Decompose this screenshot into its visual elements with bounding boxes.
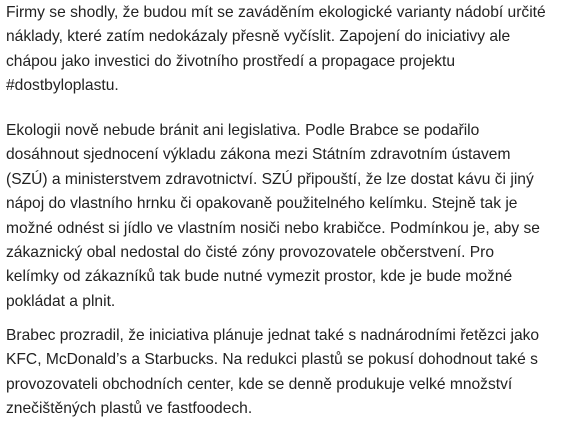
paragraph-legislation: Ekologii nově nebude bránit ani legislativa. Podle Brabce se podařilo dosáhnout sjednocení výkladu zákona mezi Státním zdravotním ústavem (SZÚ) a ministerstvem zdravotnictví. SZÚ připouští, že lze dostat kávu či jiný nápoj do vlastního hrnku či opakovaně použitelného kelímku. Stejně tak je možné odnést si jídlo ve vlastním nosiči nebo krabičce. Podmínkou je, aby se zákaznický obal nedostal do čisté zóny provozovatele občerstvení. Pro kelímky od zákazníků tak bude nutné vymezit prostor, kde je bude možné pokládat a plnit. <box>6 122 540 310</box>
paragraph-company-costs: Firmy se shodly, že budou mít se zaváděním ekologické varianty nádobí určité náklady, které zatím nedokázaly přesně vyčíslit. Zapojení do iniciativy ale chápou jako investici do životního prostředí a propagace projektu #dostbyloplastu. <box>6 4 546 95</box>
paragraph-chains: Brabec prozradil, že iniciativa plánuje jednat také s nadnárodními řetězci jako KFC, McDonald’s a Starbucks. Na redukci plastů se pokusí dohodnout také s provozovateli obchodních center, kde se denně produkuje velké množství znečištěných plastů ve fastfoodech. <box>6 327 540 418</box>
